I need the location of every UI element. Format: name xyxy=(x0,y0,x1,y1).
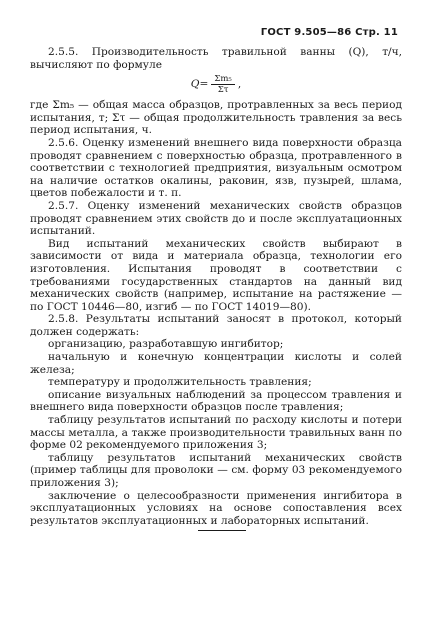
list-item: таблицу результатов испытаний по расходу кислоты и потери массы металла, а также производительности травильных ванн по форме 02 рекомендуемого приложения 3; xyxy=(30,414,402,452)
paragraph-2-5-6: 2.5.6. Оценку изменений внешнего вида поверхности образца проводят сравнением с поверхностью образца, протравленного в соответствии с технологией предприятия, визуальным осмотром на наличие остатков окалины, раковин, язв, пузырей, шлама, цветов побежалости и т. п. xyxy=(30,136,402,200)
paragraph-2-5-7: 2.5.7. Оценку изменений механических свойств образцов проводят сравнением этих свойств до и после эксплуатационных испытаний. xyxy=(30,199,402,238)
list-item: описание визуальных наблюдений за процессом травления и внешнего вида поверхности образцов после травления; xyxy=(30,388,402,414)
formula-numerator: Σm₅ xyxy=(211,74,234,85)
list-item: организацию, разработавшую ингибитор; xyxy=(48,338,284,351)
page-header: ГОСТ 9.505—86 Стр. 11 xyxy=(260,27,398,38)
list-item: температуру и продолжительность травления; xyxy=(48,376,312,389)
paragraph-test-types: Вид испытаний механических свойств выбирают в зависимости от вида и материала образца, технологии его изготовления. Испытания проводят в соответствии с требованиями государственных стандартов на данный вид механических свойств (например, испытание на растяжение — по ГОСТ 10446—80, изгиб — по ГОСТ 14019—80). xyxy=(30,237,402,313)
formula-denominator: Στ xyxy=(217,85,229,96)
productivity-formula xyxy=(30,74,402,95)
paragraph-formula-legend: где Σm₅ — общая масса образцов, протравленных за весь период испытания, т; Στ — общая продолжительность травления за весь период испытания, ч. xyxy=(30,99,402,137)
list-item: начальную и конечную концентрации кислоты и солей железа; xyxy=(30,351,402,376)
list-item: заключение о целесообразности применения ингибитора в эксплуатационных условиях на основе сопоставления всех результатов эксплуатационных и лабораторных испытаний. xyxy=(30,489,402,527)
document-body xyxy=(30,46,402,527)
paragraph-2-5-8: 2.5.8. Результаты испытаний заносят в протокол, который должен содержать: xyxy=(30,313,402,338)
list-item: таблицу результатов испытаний механических свойств (пример таблицы для проволоки — см. форму 03 рекомендуемого приложения 3); xyxy=(30,451,402,489)
paragraph-2-5-5: 2.5.5. Производительность травильной ванны (Q), т/ч, вычисляют по формуле xyxy=(30,46,402,71)
formula-lhs: Q= xyxy=(190,78,209,91)
formula-tail: , xyxy=(237,78,242,91)
end-divider xyxy=(198,530,246,531)
formula-fraction xyxy=(211,74,234,95)
